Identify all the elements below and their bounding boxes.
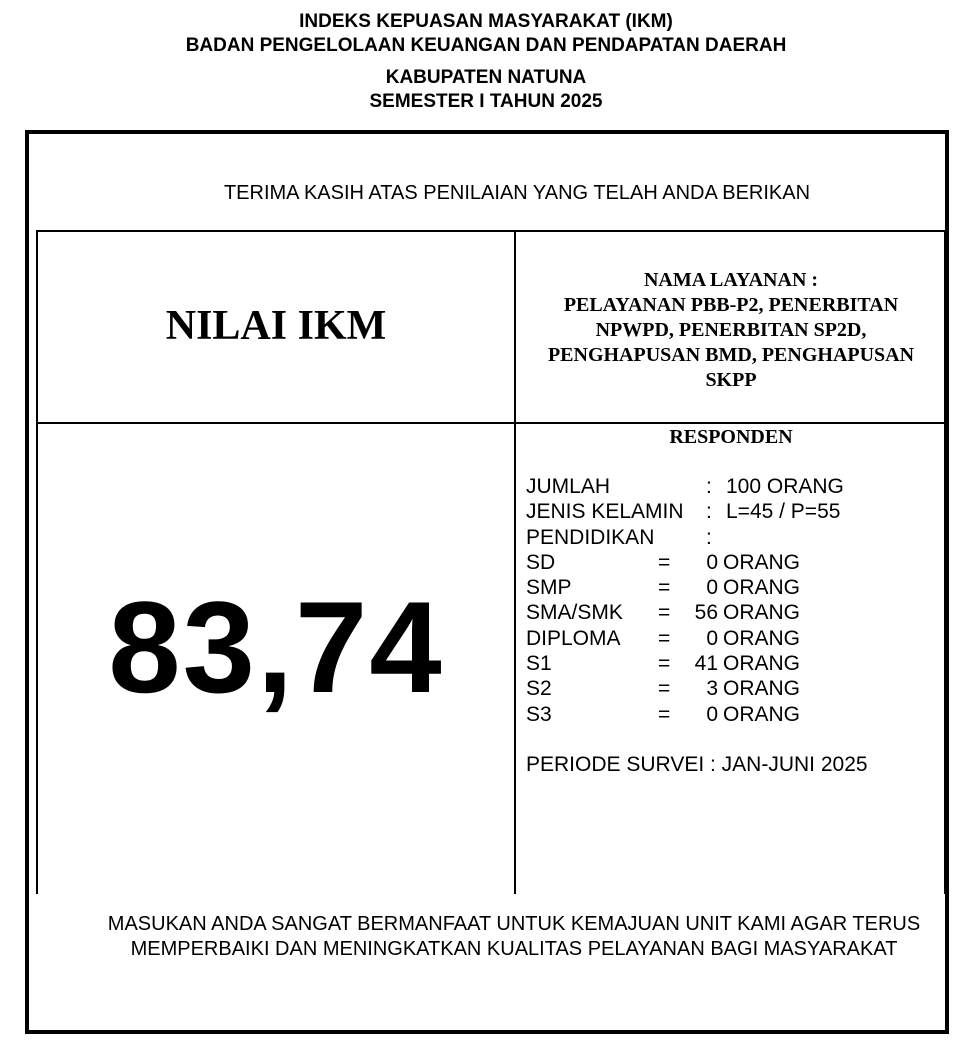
service-info [516,268,946,393]
service-value: PELAYANAN PBB-P2, PENERBITAN NPWPD, PENERBITAN SP2D, PENGHAPUSAN BMD, PENGHAPUSAN SKPP [547,294,915,391]
header-period: SEMESTER I TAHUN 2025 [369,91,603,112]
header-agency: BADAN PENGELOLAAN KEUANGAN DAN PENDAPATAN DAERAH [185,35,787,56]
footer-message: MASUKAN ANDA SANGAT BERMANFAAT UNTUK KEMAJUAN UNIT KAMI AGAR TERUS MEMPERBAIKI DAN MENINGKATKAN KUALITAS PELAYANAN BAGI MASYARAKAT [107,913,921,960]
ikm-card [25,130,949,1034]
header-region: KABUPATEN NATUNA [385,67,587,88]
respondent-title: RESPONDEN [669,426,793,448]
education-row: DIPLOMA = 0 ORANG [526,626,801,650]
respondent-education-row: PENDIDIKAN : [526,525,712,549]
education-row: SMP = 0 ORANG [526,576,801,600]
respondent-total-row: JUMLAH : 100 ORANG [526,475,844,498]
respondent-details [526,474,868,777]
ikm-table [36,230,946,894]
education-row: SD = 0 ORANG [526,550,801,574]
header-title: INDEKS KEPUASAN MASYARAKAT (IKM) [299,11,673,32]
row-divider [38,422,944,424]
education-row: SMA/SMK = 56 ORANG [526,601,801,625]
education-row: S2 = 3 ORANG [526,677,801,701]
respondent-gender: L=45 / P=55 [726,500,841,524]
respondent-total: 100 ORANG [726,475,844,498]
ikm-score: 83,74 [108,574,444,720]
education-row: S3 = 0 ORANG [526,702,801,726]
service-label: NAMA LAYANAN : [643,269,819,291]
education-row: S1 = 41 ORANG [526,652,801,676]
survey-period: PERIODE SURVEI : JAN-JUNI 2025 [526,752,868,776]
thanks-message: TERIMA KASIH ATAS PENILAIAN YANG TELAH ANDA BERIKAN [223,182,811,204]
nilai-ikm-title: NILAI IKM [165,303,387,349]
document-header [0,10,972,114]
respondent-gender-row: JENIS KELAMIN : L=45 / P=55 [526,500,841,524]
